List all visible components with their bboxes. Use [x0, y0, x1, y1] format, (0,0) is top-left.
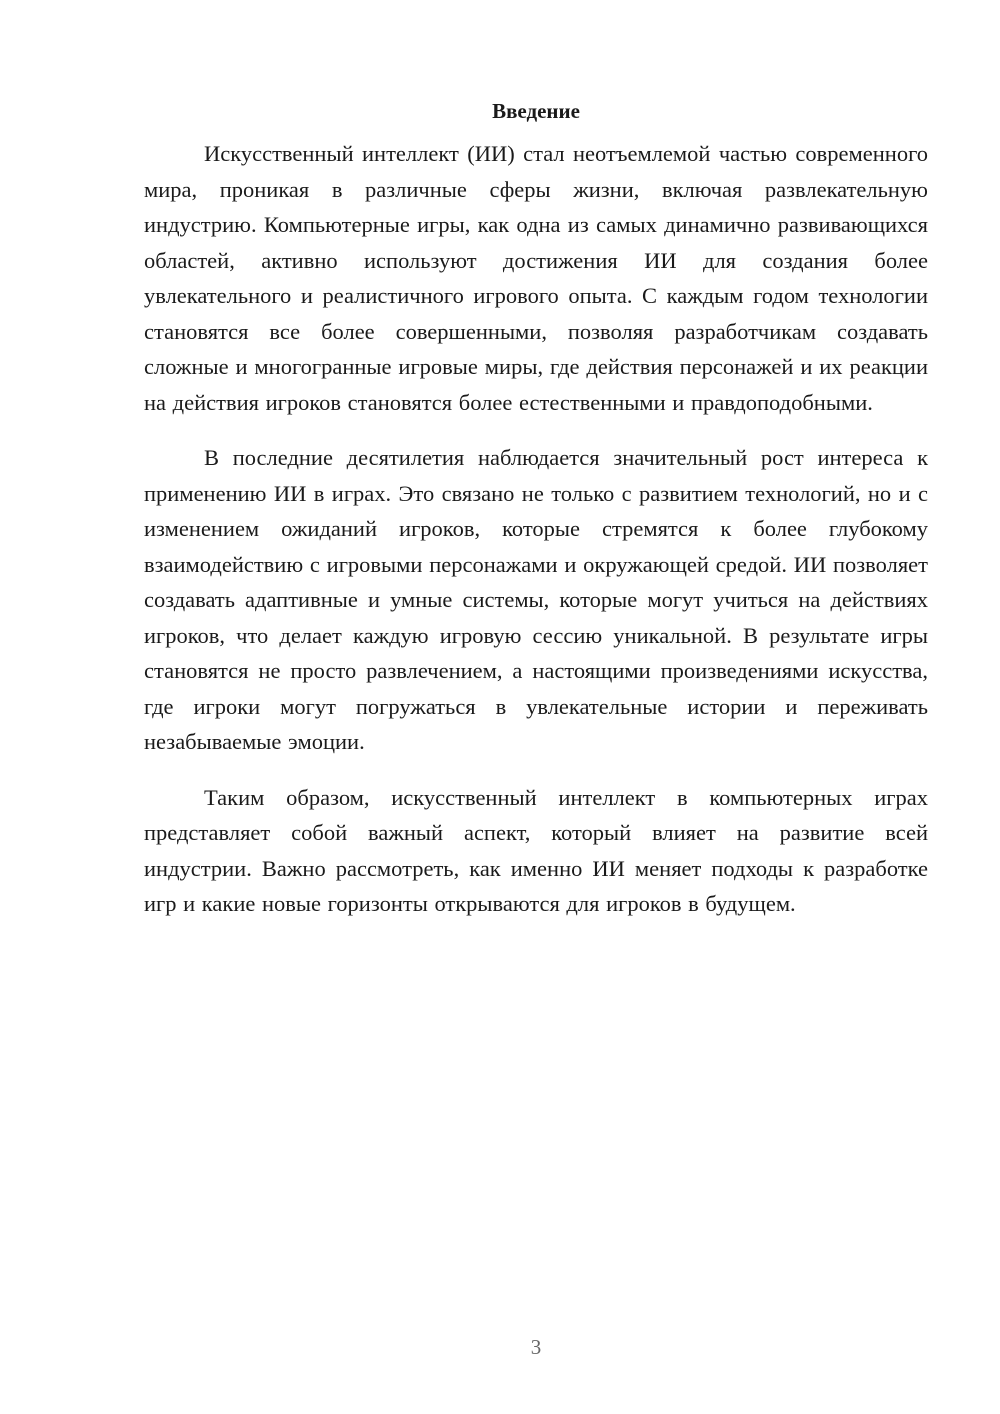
paragraph-2: В последние десятилетия наблюдается значительный рост интереса к применению ИИ в играх. Это связано не только с развитием технологий, но и с изменением ожиданий игроков, которые стремятся к более глубокому взаимодействию с игровыми персонажами и окружающей средой. ИИ позволяет создавать адаптивные и умные системы, которые могут учиться на действиях игроков, что делает каждую игровую сессию уникальной. В результате игры становятся не просто развлечением, а настоящими произведениями искусства, где игроки могут погружаться в увлекательные истории и переживать незабываемые эмоции.	[144, 445, 928, 754]
section-title: Введение	[492, 99, 580, 123]
page-content	[144, 96, 928, 942]
paragraph-3: Таким образом, искусственный интеллект в компьютерных играх представляет собой важный аспект, который влияет на развитие всей индустрии. Важно рассмотреть, как именно ИИ меняет подходы к разработке игр и какие новые горизонты открываются для игроков в будущем.	[144, 784, 928, 916]
paragraph-1: Искусственный интеллект (ИИ) стал неотъемлемой частью современного мира, проникая в различные сферы жизни, включая развлекательную индустрию. Компьютерные игры, как одна из самых динамично развивающихся областей, активно используют достижения ИИ для создания более увлекательного и реалистичного игрового опыта. С каждым годом технологии становятся все более совершенными, позволяя разработчикам создавать сложные и многогранные игровые миры, где действия персонажей и их реакции на действия игроков становятся более естественными и правдоподобными.	[144, 141, 928, 415]
page-number: 3	[530, 1335, 542, 1359]
